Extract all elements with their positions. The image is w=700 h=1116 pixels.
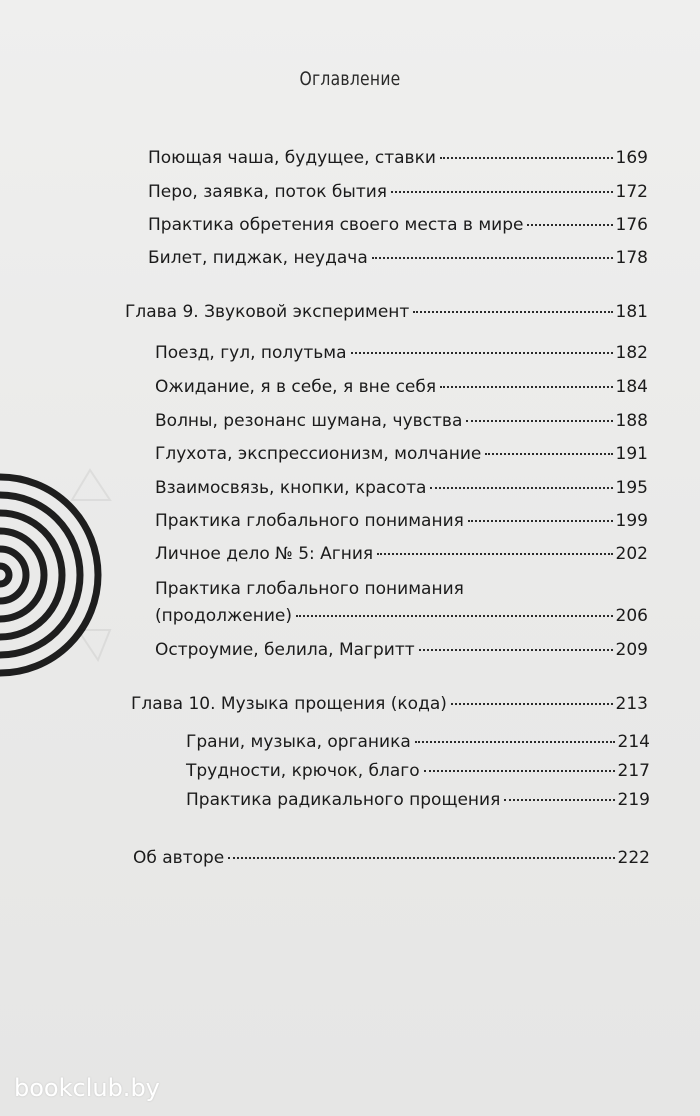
toc-leader	[430, 487, 612, 489]
toc-page: 199	[615, 511, 648, 531]
toc-page: 182	[615, 343, 648, 363]
toc-leader	[424, 770, 615, 772]
toc-title: Глава 9. Звуковой эксперимент	[125, 302, 410, 322]
toc-page: 214	[617, 732, 650, 752]
toc-entry	[155, 639, 648, 661]
toc-title: Грани, музыка, органика	[186, 732, 411, 752]
toc-title: Глава 10. Музыка прощения (кода)	[131, 694, 447, 714]
page-header: Оглавление	[299, 68, 401, 90]
toc-title: Ожидание, я в себе, я вне себя	[155, 377, 437, 397]
toc-title: Практика глобального понимания	[155, 579, 464, 599]
toc-entry	[155, 410, 648, 432]
toc-entry	[155, 510, 648, 532]
toc-page: 191	[615, 444, 648, 464]
toc-page: 222	[617, 848, 650, 868]
toc-leader	[440, 157, 613, 159]
toc-title: Личное дело № 5: Агния	[155, 544, 374, 564]
toc-title: Перо, заявка, поток бытия	[148, 182, 388, 202]
toc-entry	[133, 847, 650, 869]
toc-title: Практика радикального прощения	[186, 790, 501, 810]
toc-leader	[485, 453, 612, 455]
toc-entry	[155, 477, 648, 499]
toc-leader	[296, 615, 613, 617]
toc-page: 209	[615, 640, 648, 660]
toc-leader	[440, 386, 612, 388]
toc-leader	[351, 352, 613, 354]
toc-page: 176	[615, 215, 648, 235]
toc-page: 181	[615, 302, 648, 322]
toc-leader	[228, 857, 614, 859]
spiral-ornament	[0, 460, 120, 690]
toc-chapter	[125, 301, 648, 323]
toc-title: Остроумие, белила, Магритт	[155, 640, 415, 660]
toc-page: 178	[615, 248, 648, 268]
toc-title: Практика глобального понимания	[155, 511, 464, 531]
toc-entry	[148, 214, 648, 236]
toc-leader	[377, 553, 612, 555]
toc-title: Практика обретения своего места в мире	[148, 215, 524, 235]
toc-chapter	[131, 693, 648, 715]
toc-leader	[419, 649, 613, 651]
toc-page: 188	[615, 411, 648, 431]
toc-leader	[372, 257, 613, 259]
toc-title: Об авторе	[133, 848, 225, 868]
toc-entry	[155, 543, 648, 565]
toc-page: 202	[615, 544, 648, 564]
toc-page: 213	[615, 694, 648, 714]
toc-page: 219	[617, 790, 650, 810]
watermark: bookclub.by	[14, 1074, 160, 1102]
toc-entry	[148, 247, 648, 269]
toc-page: 217	[617, 761, 650, 781]
toc-entry	[186, 789, 650, 811]
toc-leader	[527, 224, 612, 226]
toc-leader	[413, 311, 612, 313]
toc-title: Поезд, гул, полутьма	[155, 343, 347, 363]
toc-entry	[186, 760, 650, 782]
toc-page: 206	[615, 606, 648, 626]
toc-title: Взаимосвязь, кнопки, красота	[155, 478, 427, 498]
toc-entry	[155, 376, 648, 398]
toc-title: Волны, резонанс шумана, чувства	[155, 411, 463, 431]
toc-entry	[186, 731, 650, 753]
toc-page: 172	[615, 182, 648, 202]
toc-entry	[155, 342, 648, 364]
toc-leader	[504, 799, 614, 801]
toc-entry	[155, 605, 648, 627]
toc-leader	[415, 741, 615, 743]
toc-entry	[148, 147, 648, 169]
toc-title: (продолжение)	[155, 606, 292, 626]
toc-title: Билет, пиджак, неудача	[148, 248, 368, 268]
toc-title: Глухота, экспрессионизм, молчание	[155, 444, 482, 464]
toc-title: Поющая чаша, будущее, ставки	[148, 148, 436, 168]
toc-title: Трудности, крючок, благо	[186, 761, 420, 781]
toc-page: 195	[615, 478, 648, 498]
toc-entry	[155, 578, 648, 600]
toc-leader	[466, 420, 612, 422]
toc-page: 169	[615, 148, 648, 168]
toc-leader	[451, 703, 613, 705]
toc-leader	[391, 191, 613, 193]
toc-page: 184	[615, 377, 648, 397]
toc-entry	[148, 181, 648, 203]
toc-entry	[155, 443, 648, 465]
toc-leader	[468, 520, 613, 522]
